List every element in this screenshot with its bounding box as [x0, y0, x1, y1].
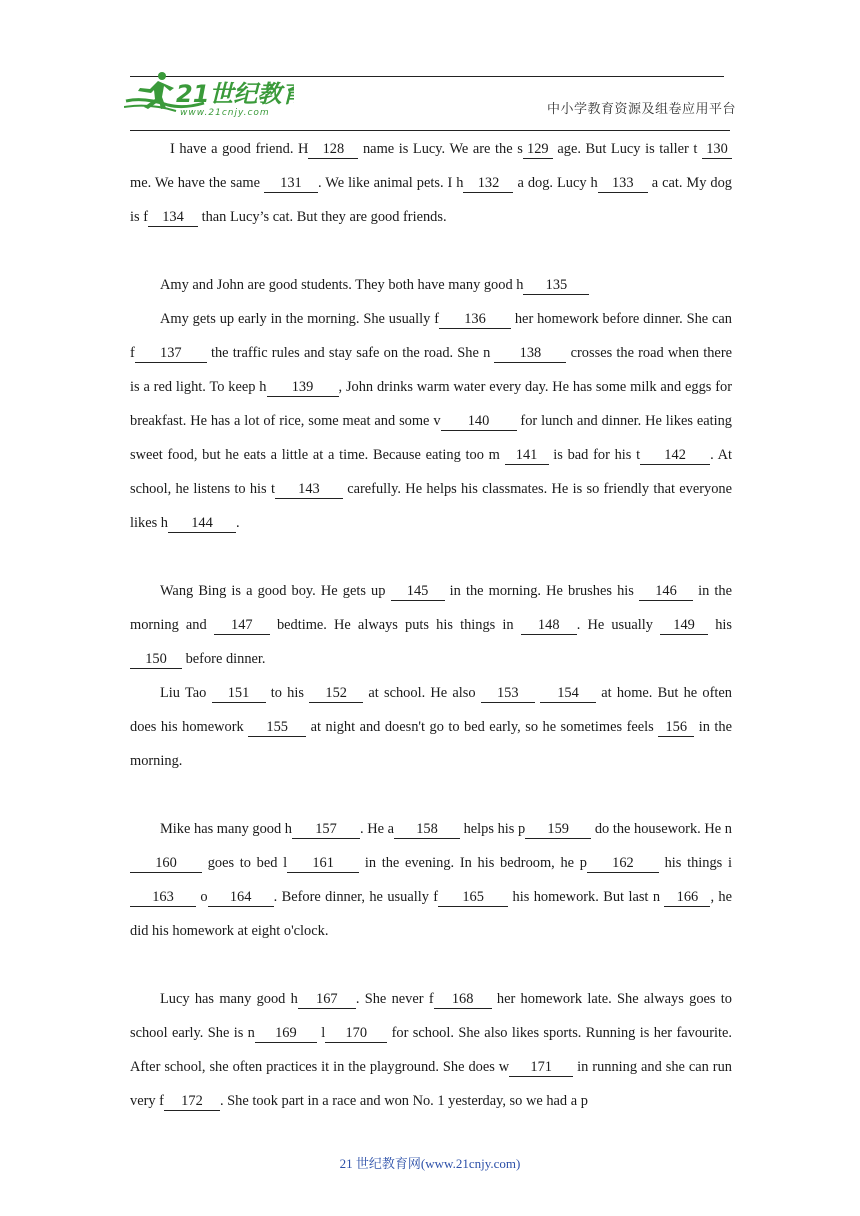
blank-157[interactable]: 157	[292, 821, 360, 839]
blank-172[interactable]: 172	[164, 1093, 220, 1111]
blank-130[interactable]: 130	[702, 141, 732, 159]
blank-139[interactable]: 139	[267, 379, 339, 397]
platform-name: 中小学教育资源及组卷应用平台	[547, 102, 737, 117]
passage-4: Wang Bing is a good boy. He gets up 145 in the morning. He brushes his 146 in the morning and 147 bedtime. He always puts his things in 148 . He usually 149 his 150 before dinner.	[130, 583, 732, 667]
blank-137[interactable]: 137	[135, 345, 207, 363]
passage-3: Amy gets up early in the morning. She usually f 136 her homework before dinner. She can f 137 the traffic rules and stay safe on the road. She n 138 crosses the road when there is a red light. To keep h 139 , John drinks warm water every day. He has some milk and eggs for breakfast. He has a lot of rice, some meat and some v 140 for lunch and dinner. He likes eating sweet food, but he eats a little at a time. Because eating too m 141 is bad for his t 142 . At school, he listens to his t 143 carefully. He helps his classmates. He is so friendly that everyone likes h 144 .	[130, 311, 733, 531]
blank-171[interactable]: 171	[509, 1059, 573, 1077]
blank-141[interactable]: 141	[505, 447, 549, 465]
passage-1: I have a good friend. H 128 name is Lucy. We are the s 129 age. But Lucy is taller t 130 me. We have the same 131 . We like animal pets. I h 132 a dog. Lucy h 133 a cat. My dog is f 134 than Lucy’s cat. But they are good friends.	[130, 141, 732, 225]
blank-131[interactable]: 131	[264, 175, 318, 193]
blank-132[interactable]: 132	[463, 175, 513, 193]
page-footer: 21 世纪教育网(www.21cnjy.com)	[339, 1156, 521, 1171]
blank-145[interactable]: 145	[391, 583, 445, 601]
blank-170[interactable]: 170	[325, 1025, 387, 1043]
blank-136[interactable]: 136	[439, 311, 511, 329]
blank-146[interactable]: 146	[639, 583, 693, 601]
blank-149[interactable]: 149	[660, 617, 708, 635]
blank-128[interactable]: 128	[308, 141, 358, 159]
blank-158[interactable]: 158	[394, 821, 460, 839]
blank-159[interactable]: 159	[525, 821, 591, 839]
blank-147[interactable]: 147	[214, 617, 270, 635]
passage-6: Mike has many good h 157 . He a 158 helps his p 159 do the housework. He n160 goes to bed l 161 in the evening. In his bedroom, he p 162 his things i163 o 164 . Before dinner, he usually f 165 his homework. But last n 166 , he did his homework at eight o'clock.	[130, 821, 733, 939]
passage-2: Amy and John are good students. They both have many good h 135	[130, 268, 732, 302]
blank-134[interactable]: 134	[148, 209, 198, 227]
blank-155[interactable]: 155	[248, 719, 306, 737]
blank-138[interactable]: 138	[494, 345, 566, 363]
passage-7: Lucy has many good h 167 . She never f 168 her homework late. She always goes to school early. She is n 169 l 170 for school. She also likes sports. Running is her favourite. After school, she often practices it in the playground. She does w 171 in running and she can run very f 172 . She took part in a race and won No. 1 yesterday, so we had a p	[130, 991, 732, 1109]
blank-154[interactable]: 154	[540, 685, 596, 703]
blank-153[interactable]: 153	[481, 685, 535, 703]
site-logo	[124, 71, 294, 117]
blank-152[interactable]: 152	[309, 685, 363, 703]
blank-160[interactable]: 160	[130, 855, 202, 873]
blank-169[interactable]: 169	[255, 1025, 317, 1043]
document-body	[130, 132, 732, 1118]
blank-163[interactable]: 163	[130, 889, 196, 907]
blank-150[interactable]: 150	[130, 651, 182, 669]
blank-133[interactable]: 133	[598, 175, 648, 193]
runner-logo-icon	[124, 71, 294, 117]
blank-143[interactable]: 143	[275, 481, 343, 499]
blank-164[interactable]: 164	[208, 889, 274, 907]
logo-url-text: www.21cnjy.com	[180, 108, 270, 117]
blank-148[interactable]: 148	[521, 617, 577, 635]
blank-166[interactable]: 166	[664, 889, 710, 907]
blank-135[interactable]: 135	[523, 277, 589, 295]
logo-text: 21世纪教育	[176, 80, 294, 108]
header-rule-bottom	[130, 130, 730, 131]
blank-142[interactable]: 142	[640, 447, 710, 465]
blank-156[interactable]: 156	[658, 719, 694, 737]
blank-161[interactable]: 161	[287, 855, 359, 873]
blank-165[interactable]: 165	[438, 889, 508, 907]
blank-168[interactable]: 168	[434, 991, 492, 1009]
passage-5: Liu Tao 151 to his 152 at school. He also 153 154 at home. But he often does his homework 155 at night and doesn't go to bed early, so he sometimes feels 156 in the morning.	[130, 685, 732, 769]
blank-140[interactable]: 140	[441, 413, 517, 431]
blank-144[interactable]: 144	[168, 515, 236, 533]
blank-129[interactable]: 129	[523, 141, 553, 159]
blank-162[interactable]: 162	[587, 855, 659, 873]
blank-151[interactable]: 151	[212, 685, 266, 703]
blank-167[interactable]: 167	[298, 991, 356, 1009]
